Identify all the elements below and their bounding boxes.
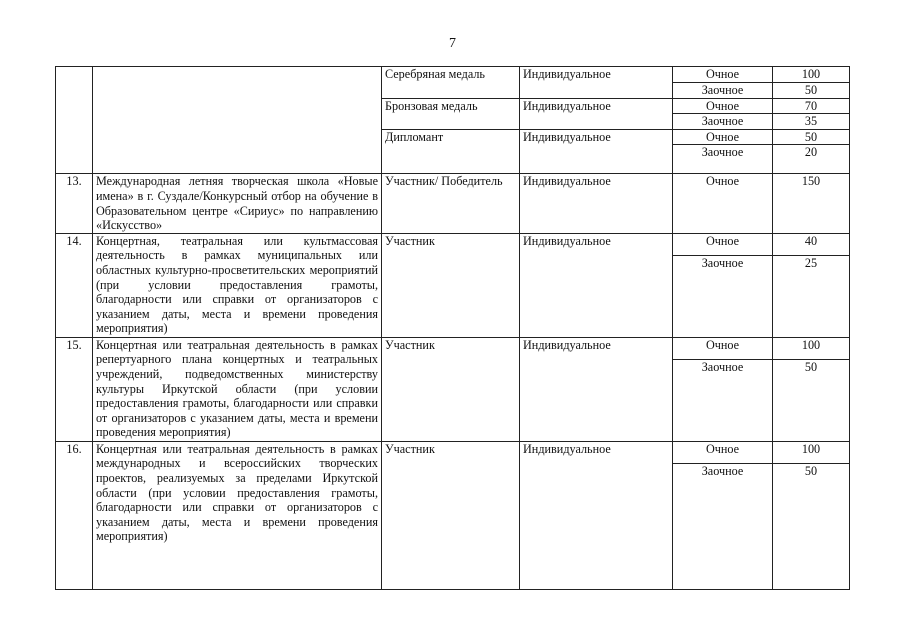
- points-cell: 150: [773, 174, 850, 233]
- points-cell: 100: [773, 337, 850, 359]
- page-number: 7: [449, 36, 456, 51]
- participation-cell: Индивидуальное: [520, 337, 673, 441]
- points-cell: 20: [773, 145, 850, 174]
- table-row: [56, 337, 850, 359]
- points-table: [55, 66, 850, 590]
- points-cell: 100: [773, 441, 850, 463]
- points-cell: 70: [773, 98, 850, 114]
- table-row: [56, 233, 850, 255]
- points-cell: 40: [773, 233, 850, 255]
- form-cell: Заочное: [673, 359, 773, 441]
- row-description: Концертная или театральная деятельность в рамках репертуарного плана концертных и театральных учреждений, подведомственных министерству культуры Иркутской области (при условии предоставления грамоты, благодарности или справки от организаторов с указанием даты, места и времени проведения мероприятия): [93, 337, 382, 441]
- status-cell: Участник: [382, 233, 520, 337]
- points-cell: 50: [773, 129, 850, 145]
- status-cell: Дипломант: [382, 129, 520, 174]
- form-cell: Заочное: [673, 145, 773, 174]
- status-cell: Участник: [382, 337, 520, 441]
- participation-cell: Индивидуальное: [520, 129, 673, 174]
- status-cell: Бронзовая медаль: [382, 98, 520, 129]
- table-row: [56, 67, 850, 83]
- points-cell: 50: [773, 359, 850, 441]
- row-number: 14.: [56, 233, 93, 337]
- row-number: 13.: [56, 174, 93, 233]
- form-cell: Очное: [673, 441, 773, 463]
- form-cell: Заочное: [673, 255, 773, 337]
- participation-cell: Индивидуальное: [520, 233, 673, 337]
- table-row: [56, 174, 850, 233]
- form-cell: Очное: [673, 129, 773, 145]
- row-number: 15.: [56, 337, 93, 441]
- participation-cell: Индивидуальное: [520, 98, 673, 129]
- points-cell: 50: [773, 463, 850, 589]
- status-cell: Участник/ Победитель: [382, 174, 520, 233]
- points-cell: 35: [773, 114, 850, 130]
- status-cell: Серебряная медаль: [382, 67, 520, 99]
- form-cell: Очное: [673, 98, 773, 114]
- points-cell: 25: [773, 255, 850, 337]
- form-cell: Очное: [673, 67, 773, 83]
- row-description: Международная летняя творческая школа «Новые имена» в г. Суздале/Конкурсный отбор на обучение в Образовательном центре «Сириус» по направлению «Искусство»: [93, 174, 382, 233]
- form-cell: Заочное: [673, 463, 773, 589]
- row-description: Концертная, театральная или культмассовая деятельность в рамках муниципальных или областных культурно-просветительских мероприятий (при условии предоставления грамоты, благодарности или справки от организаторов с указанием даты, места и времени проведения мероприятия): [93, 233, 382, 337]
- table-row: [56, 441, 850, 463]
- row-number: [56, 67, 93, 174]
- form-cell: Заочное: [673, 114, 773, 130]
- participation-cell: Индивидуальное: [520, 67, 673, 99]
- form-cell: Очное: [673, 337, 773, 359]
- status-cell: Участник: [382, 441, 520, 589]
- points-cell: 50: [773, 83, 850, 99]
- row-number: 16.: [56, 441, 93, 589]
- points-cell: 100: [773, 67, 850, 83]
- form-cell: Очное: [673, 233, 773, 255]
- row-description: Концертная или театральная деятельность в рамках международных и всероссийских творческих проектов, реализуемых за пределами Иркутской области (при условии предоставления грамоты, благодарности или справки от организаторов с указанием даты, места и времени проведения мероприятия): [93, 441, 382, 589]
- form-cell: Заочное: [673, 83, 773, 99]
- participation-cell: Индивидуальное: [520, 174, 673, 233]
- row-description: [93, 67, 382, 174]
- participation-cell: Индивидуальное: [520, 441, 673, 589]
- form-cell: Очное: [673, 174, 773, 233]
